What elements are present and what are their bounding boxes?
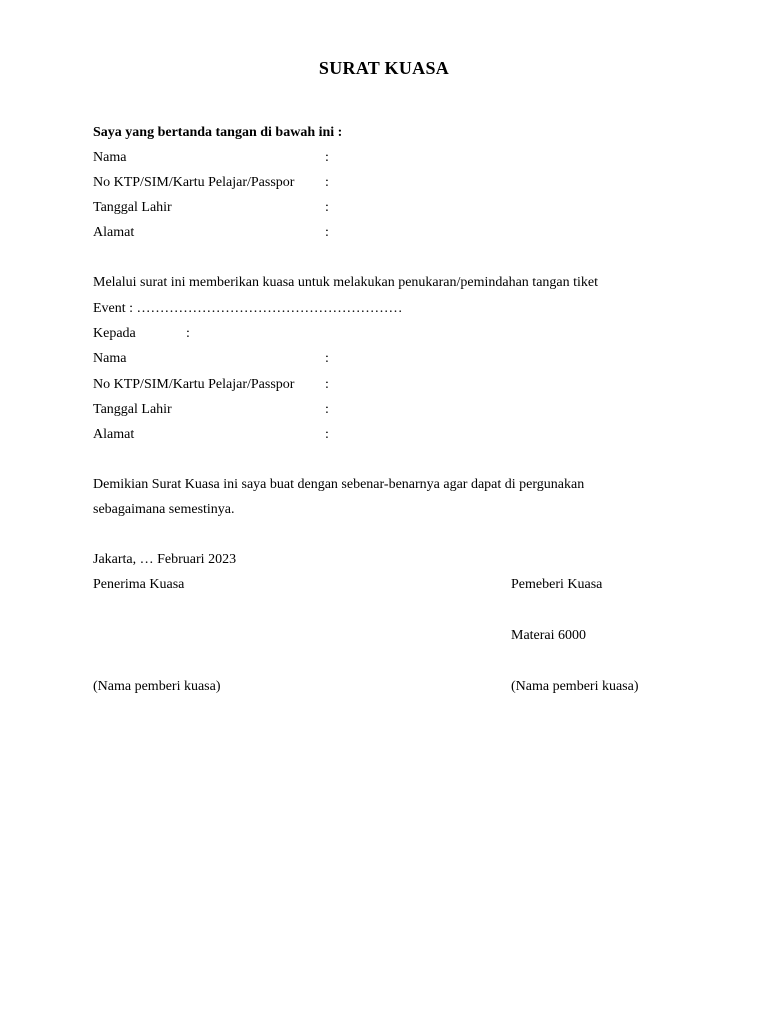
field-colon: : — [325, 402, 329, 417]
field-label: No KTP/SIM/Kartu Pelajar/Passpor — [93, 175, 295, 190]
event-line: Event : ………………………………………………… — [93, 301, 403, 316]
grantor-role: Pemeberi Kuasa — [511, 577, 603, 592]
place-date: Jakarta, … Februari 2023 — [93, 552, 237, 567]
field-label: Nama — [93, 351, 127, 366]
field-label: Alamat — [93, 427, 135, 442]
field-label: Tanggal Lahir — [93, 402, 172, 417]
field-label: No KTP/SIM/Kartu Pelajar/Passpor — [93, 377, 295, 392]
purpose-line: Melalui surat ini memberikan kuasa untuk melakukan penukaran/pemindahan tangan tiket — [93, 275, 599, 290]
field-colon: : — [325, 351, 329, 366]
field-label: Alamat — [93, 225, 135, 240]
stamp-note: Materai 6000 — [511, 628, 587, 643]
field-colon: : — [325, 427, 329, 442]
recipient-heading-label: Kepada — [93, 326, 136, 341]
field-colon: : — [325, 200, 329, 215]
closing-line-2: sebagaimana semestinya. — [93, 502, 235, 517]
field-colon: : — [325, 150, 329, 165]
recipient-name-placeholder: (Nama pemberi kuasa) — [93, 679, 221, 694]
field-colon: : — [325, 377, 329, 392]
recipient-role: Penerima Kuasa — [93, 577, 185, 592]
field-label: Tanggal Lahir — [93, 200, 172, 215]
closing-line-1: Demikian Surat Kuasa ini saya buat dengan sebenar-benarnya agar dapat di pergunakan — [93, 477, 585, 492]
field-colon: : — [325, 175, 329, 190]
recipient-heading-colon: : — [186, 326, 190, 341]
grantor-name-placeholder: (Nama pemberi kuasa) — [511, 679, 639, 694]
intro-line: Saya yang bertanda tangan di bawah ini : — [93, 125, 343, 140]
field-colon: : — [325, 225, 329, 240]
document-title: SURAT KUASA — [318, 58, 450, 78]
field-label: Nama — [93, 150, 127, 165]
